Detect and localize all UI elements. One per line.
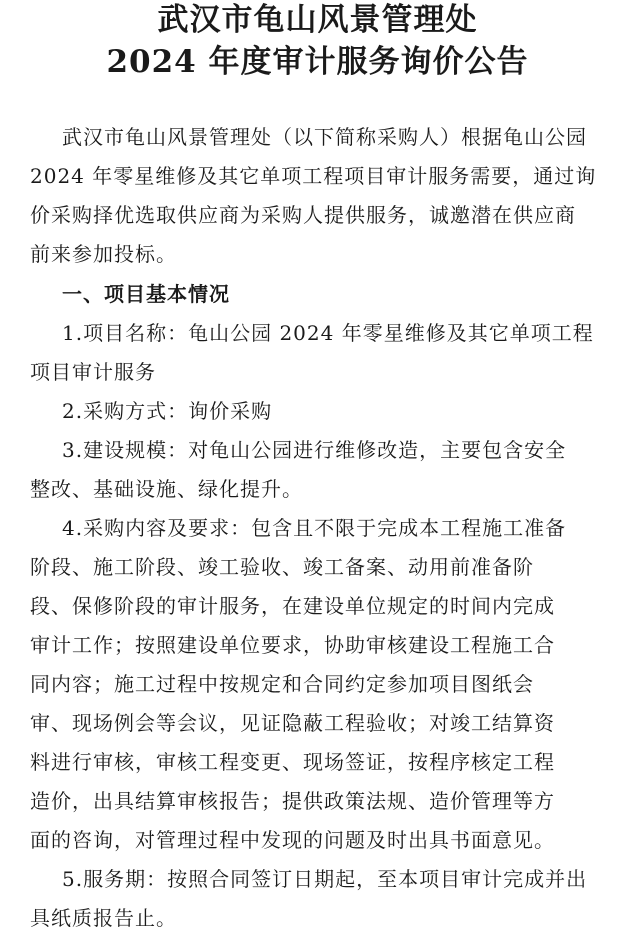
item-4-line: 料进行审核，审核工程变更、现场签证，按程序核定工程 <box>30 750 555 774</box>
item-1-line: 项目审计服务 <box>30 360 156 384</box>
intro-line: 2024 年零星维修及其它单项工程项目审计服务需要，通过询 <box>30 164 597 188</box>
item-5-line: 5.服务期：按照合同签订日期起，至本项目审计完成并出 <box>62 867 588 891</box>
title-line-1: 武汉市龟山风景管理处 <box>157 2 478 38</box>
item-4-line: 面的咨询，对管理过程中发现的问题及时出具书面意见。 <box>30 828 555 852</box>
intro-line: 价采购择优选取供应商为采购人提供服务，诚邀潜在供应商 <box>30 203 576 227</box>
item-3-line: 整改、基础设施、绿化提升。 <box>30 477 303 501</box>
section-heading: 一、项目基本情况 <box>62 282 230 306</box>
title-line-2: 2024 年度审计服务询价公告 <box>106 44 529 80</box>
intro-line: 前来参加投标。 <box>30 242 177 266</box>
item-2-line: 2.采购方式：询价采购 <box>62 399 273 423</box>
item-4-line: 4.采购内容及要求：包含且不限于完成本工程施工准备 <box>62 516 567 540</box>
item-1-line: 1.项目名称：龟山公园 2024 年零星维修及其它单项工程 <box>62 321 594 345</box>
item-5-line: 具纸质报告止。 <box>30 906 177 930</box>
item-4-line: 审计工作；按照建设单位要求，协助审核建设工程施工合 <box>30 633 555 657</box>
item-4-line: 审、现场例会等会议，见证隐蔽工程验收；对竣工结算资 <box>30 711 555 735</box>
item-3-line: 3.建设规模：对龟山公园进行维修改造，主要包含安全 <box>62 438 567 462</box>
item-4-line: 同内容；施工过程中按规定和合同约定参加项目图纸会 <box>30 672 534 696</box>
item-4-line: 阶段、施工阶段、竣工验收、竣工备案、动用前准备阶 <box>30 555 534 579</box>
item-4-line: 段、保修阶段的审计服务，在建设单位规定的时间内完成 <box>30 594 555 618</box>
item-4-line: 造价，出具结算审核报告；提供政策法规、造价管理等方 <box>30 789 555 813</box>
intro-line: 武汉市龟山风景管理处（以下简称采购人）根据龟山公园 <box>62 125 587 149</box>
